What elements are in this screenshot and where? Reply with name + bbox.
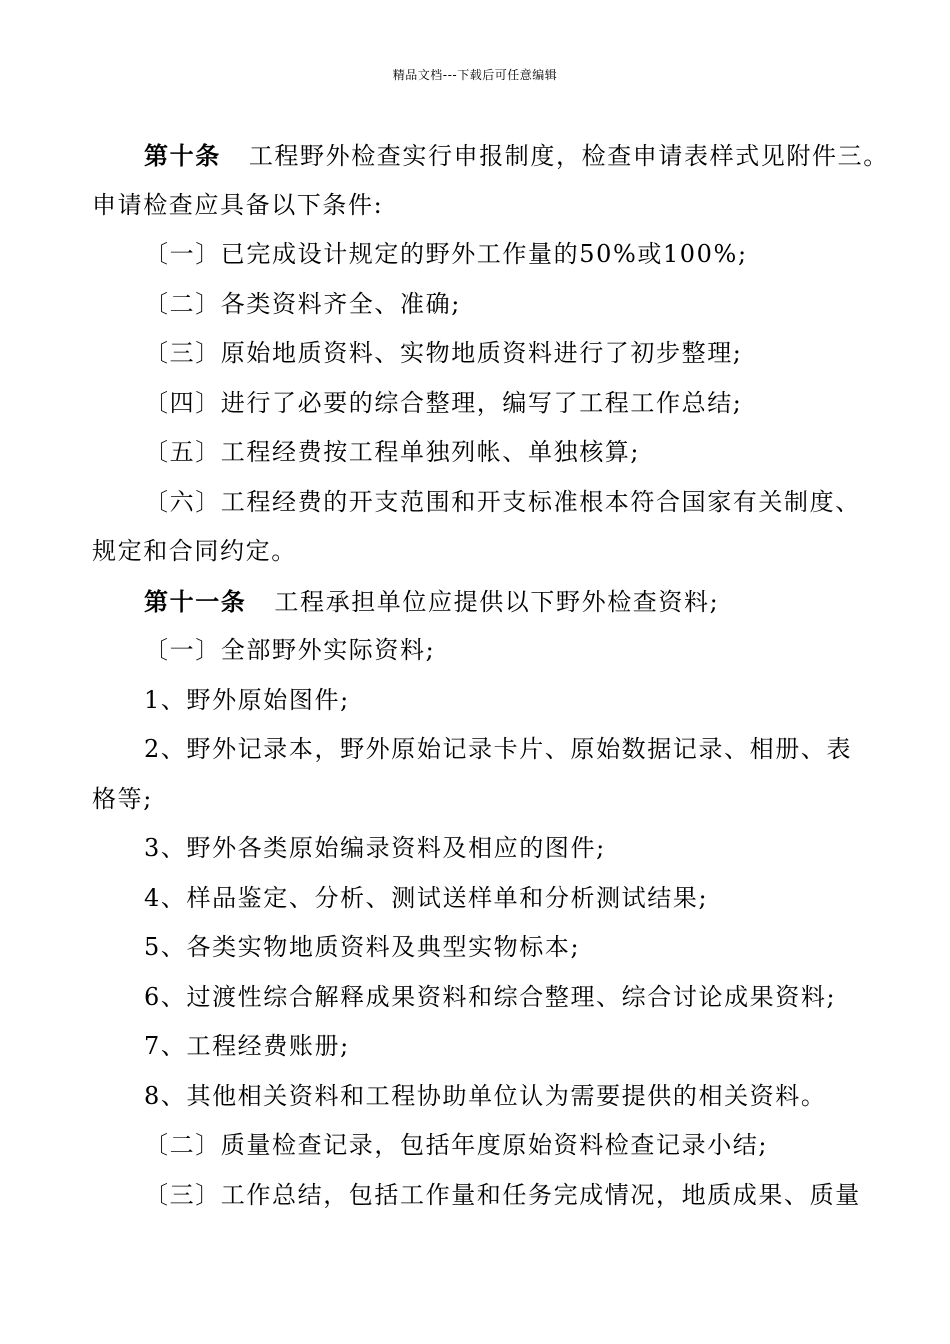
materials-item-7: 7、工程经费账册; <box>144 1032 350 1060</box>
condition-item-4: 〔四〕进行了必要的综合整理，编写了工程工作总结; <box>144 388 743 417</box>
article-10-text: 工程野外检查实行申报制度，检查申请表样式见附件三。 <box>248 142 889 170</box>
page-header: 精品文档---下载后可任意编辑 <box>392 68 558 82</box>
article-10-continuation: 申请检查应具备以下条件: <box>92 190 384 219</box>
condition-item-6: 〔六〕工程经费的开支范围和开支标准根本符合国家有关制度、 <box>144 487 861 516</box>
materials-subsection-2: 〔二〕质量检查记录，包括年度原始资料检查记录小结; <box>144 1131 769 1159</box>
document-body <box>92 131 889 1220</box>
materials-item-3: 3、野外各类原始编录资料及相应的图件; <box>144 834 606 862</box>
article-10-heading <box>92 131 889 181</box>
condition-item-2: 〔二〕各类资料齐全、准确; <box>144 289 461 318</box>
condition-item-3: 〔三〕原始地质资料、实物地质资料进行了初步整理; <box>144 339 743 367</box>
condition-item-5: 〔五〕工程经费按工程单独列帐、单独核算; <box>144 438 641 466</box>
materials-item-2: 2、野外记录本，野外原始记录卡片、原始数据记录、相册、表 <box>144 735 853 763</box>
materials-item-1: 1、野外原始图件; <box>144 685 350 714</box>
condition-item-6-continuation: 规定和合同约定。 <box>92 537 297 565</box>
materials-subsection-3: 〔三〕工作总结，包括工作量和任务完成情况，地质成果、质量 <box>144 1180 861 1209</box>
materials-item-4: 4、样品鉴定、分析、测试送样单和分析测试结果; <box>144 883 709 912</box>
article-11-text: 工程承担单位应提供以下野外检查资料; <box>274 587 720 616</box>
materials-item-8: 8、其他相关资料和工程协助单位认为需要提供的相关资料。 <box>144 1081 827 1110</box>
article-11-heading <box>92 577 862 627</box>
condition-item-1: 〔一〕已完成设计规定的野外工作量的50%或100%; <box>144 240 748 268</box>
article-10-title: 第十条 <box>144 141 221 170</box>
materials-item-5: 5、各类实物地质资料及典型实物标本; <box>144 933 581 961</box>
materials-subsection-1: 〔一〕全部野外实际资料; <box>144 636 436 664</box>
article-11-title: 第十一条 <box>144 586 247 616</box>
materials-item-6: 6、过渡性综合解释成果资料和综合整理、综合讨论成果资料; <box>144 982 837 1011</box>
materials-item-2-continuation: 格等; <box>92 784 153 813</box>
